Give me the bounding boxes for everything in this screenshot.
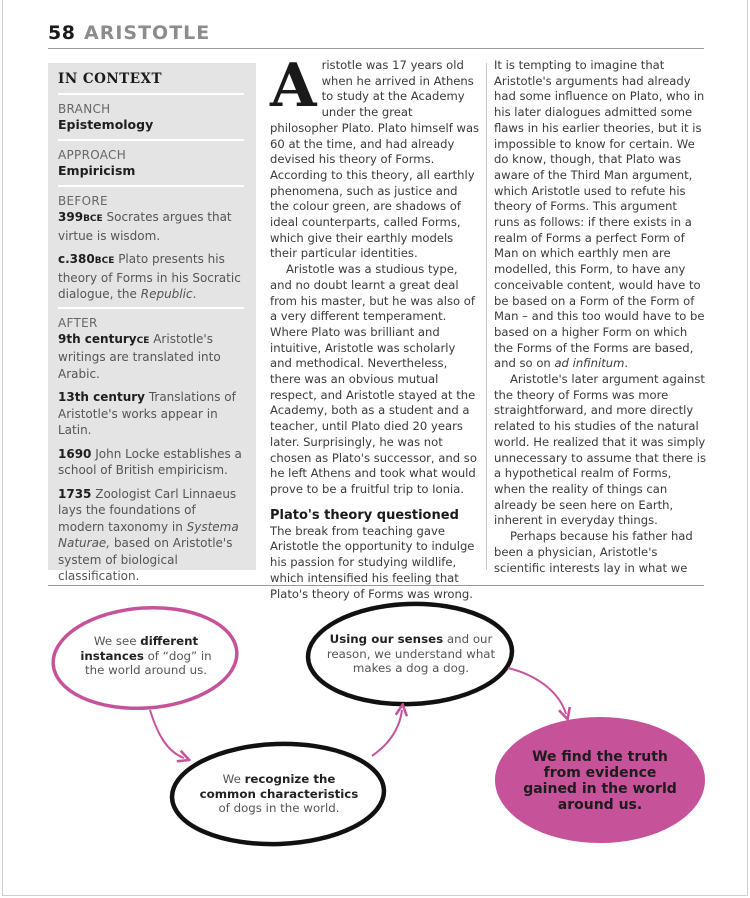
drop-cap: A — [270, 51, 317, 121]
body-paragraph: Aristotle's later argument against the theory of Forms was more straightforward, and more directly related to his studies of the natural world. He realized that it was simply unnecessary to assume that there is a hypothetical realm of Forms, when the reality of things can already be seen here on Earth, inherent in everyday things. — [494, 372, 706, 528]
approach-label: APPROACH — [58, 148, 127, 162]
branch-value: Epistemology — [58, 117, 244, 141]
after-item: 1690 John Locke establishes a school of British empiricism. — [58, 446, 242, 477]
page-header — [48, 20, 704, 49]
before-label: BEFORE — [58, 194, 108, 208]
arrow-3-to-result — [508, 668, 566, 714]
after-item: 1735 Zoologist Carl Linnaeus lays the foundations of modern taxonomy in Systema Naturae, based on Aristotle's system of biological classification. — [58, 486, 239, 583]
body-paragraph: It is tempting to imagine that Aristotle's arguments had already had some influence on Plato, who in his later dialogues admitted some flaws in his earlier theories, but it is impossible to know for certain. We do know, though, that Plato was aware of the Third Man argument, which Aristotle used to refute his theory of Forms. This argument runs as follows: if there exists in a realm of Forms a perfect Form of Man on which earthly men are modelled, this Form, to have any conceivable content, would have to be based on a Form of the Form of Man – and this too would have to be based on a higher Form on which the Forms of the Forms are based, and so on ad infinitum. — [494, 58, 705, 371]
arrow-1-to-2 — [150, 710, 184, 758]
after-label: AFTER — [58, 315, 98, 330]
section-divider — [48, 585, 704, 586]
intro-paragraph: Aristotle was 17 years old when he arrived in Athens to study at the Academy under the great philosopher Plato. Plato himself was 60 at the time, and had already devised his theory of Forms. According to this theory, all earthly phenomena, such as justice and the colour green, are shadows of ideal counterparts, called Forms, which give their earthly models their particular identities. — [270, 51, 480, 261]
branch-label: BRANCH — [58, 102, 111, 116]
body-paragraph: Aristotle was a studious type, and no doubt learnt a great deal from his master, but he was also of a very different temperament. Where Plato was brilliant and intuitive, Aristotle was scholarly and methodical. Nevertheless, there was an obvious mutual respect, and Aristotle stayed at the Academy, both as a student and a teacher, until Plato died 20 years later. Surprisingly, he was not chosen as Plato's successor, and so he left Athens and took what would prove to be a fruitful trip to Ionia. — [270, 262, 477, 496]
body-column-1 — [270, 51, 480, 602]
body-paragraph: Perhaps because his father had been a physician, Aristotle's scientific interests lay in what we — [494, 529, 693, 575]
after-item: 13th century Translations of Aristotle's works appear in Latin. — [58, 390, 236, 437]
bubble-3-text: Using our senses and our reason, we understand what makes a dog a dog. — [326, 632, 496, 675]
knowledge-flow-diagram — [0, 590, 750, 894]
arrow-2-to-3 — [372, 710, 402, 756]
bubble-1-text: We see different instances of “dog” in the world around us. — [80, 634, 212, 677]
after-item: 9th centuryCE Aristotle's writings are translated into Arabic. — [58, 331, 221, 381]
before-item: c.380BCE Plato presents his theory of Forms in his Socratic dialogue, the Republic. — [58, 251, 244, 309]
page-number: 58 — [48, 22, 76, 44]
in-context-panel — [48, 63, 256, 583]
body-paragraph: The break from teaching gave Aristotle the opportunity to indulge his passion for studying wildlife, which intensified his feeling that Plato's theory of Forms was wrong. — [270, 523, 475, 601]
bubble-2-text: We recognize the common characteristics of dogs in the world. — [199, 772, 359, 815]
result-text: We find the truth from evidence gained in the world around us. — [523, 749, 677, 813]
section-subhead: Plato's theory questioned — [270, 507, 459, 523]
running-head: ARISTOTLE — [84, 22, 211, 44]
in-context-title: IN CONTEXT — [58, 71, 244, 95]
before-item: 399BCE Socrates argues that virtue is wisdom. — [58, 210, 232, 243]
column-divider — [486, 63, 487, 570]
approach-value: Empiricism — [58, 163, 244, 187]
body-column-2 — [494, 58, 706, 576]
